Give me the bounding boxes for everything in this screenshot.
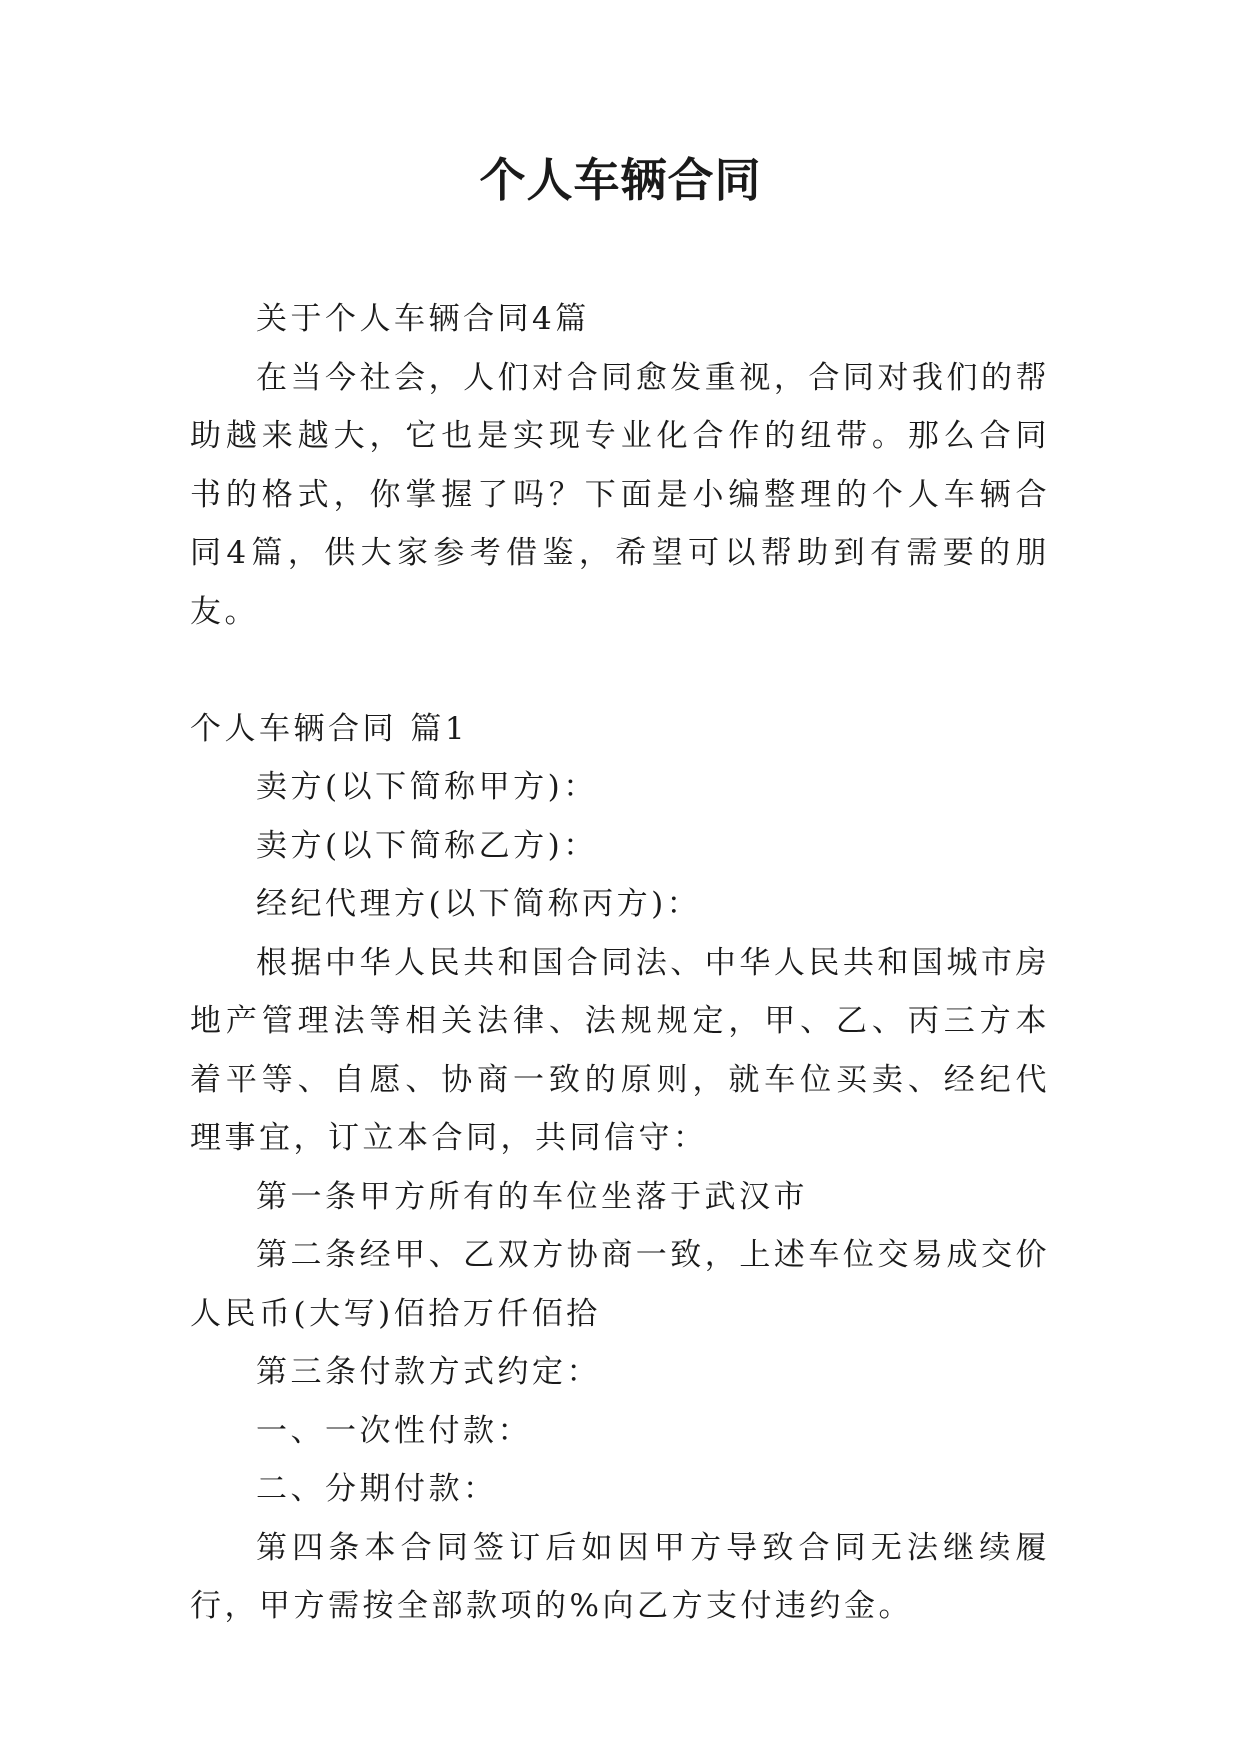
paragraph-article-2: 第二条经甲、乙双方协商一致，上述车位交易成交价人民币(大写)佰拾万仟佰拾 — [190, 1237, 1050, 1332]
intro-line: 关于个人车辆合同4篇 — [256, 301, 590, 337]
paragraph-payment-installment: 二、分期付款： — [256, 1471, 498, 1507]
paragraph-seller-a: 卖方(以下简称甲方)： — [256, 769, 598, 805]
paragraph-article-1: 第一条甲方所有的车位坐落于武汉市 — [256, 1178, 808, 1215]
intro-paragraph: 在当今社会，人们对合同愈发重视，合同对我们的帮助越来越大，它也是实现专业化合作的纽带。那么合同书的格式，你掌握了吗？下面是小编整理的个人车辆合同4篇，供大家参考借鉴，希望可以帮助到有需要的朋友。 — [190, 359, 1050, 630]
paragraph-legal-basis: 根据中华人民共和国合同法、中华人民共和国城市房地产管理法等相关法律、法规规定，甲、乙、丙三方本着平等、自愿、协商一致的原则，就车位买卖、经纪代理事宜，订立本合同，共同信守： — [190, 944, 1050, 1156]
paragraph-article-3: 第三条付款方式约定： — [256, 1354, 601, 1390]
paragraph-article-4: 第四条本合同签订后如因甲方导致合同无法继续履行，甲方需按全部款项的%向乙方支付违约金。 — [190, 1529, 1050, 1624]
paragraph-seller-b: 卖方(以下简称乙方)： — [256, 827, 598, 864]
document-title: 个人车辆合同 — [479, 153, 762, 207]
section-heading: 个人车辆合同 篇1 — [190, 710, 469, 747]
paragraph-payment-lump-sum: 一、一次性付款： — [256, 1412, 532, 1449]
document-body — [190, 290, 1050, 1636]
paragraph-agent: 经纪代理方(以下简称丙方)： — [256, 886, 702, 922]
paragraph-gap — [190, 641, 1050, 700]
